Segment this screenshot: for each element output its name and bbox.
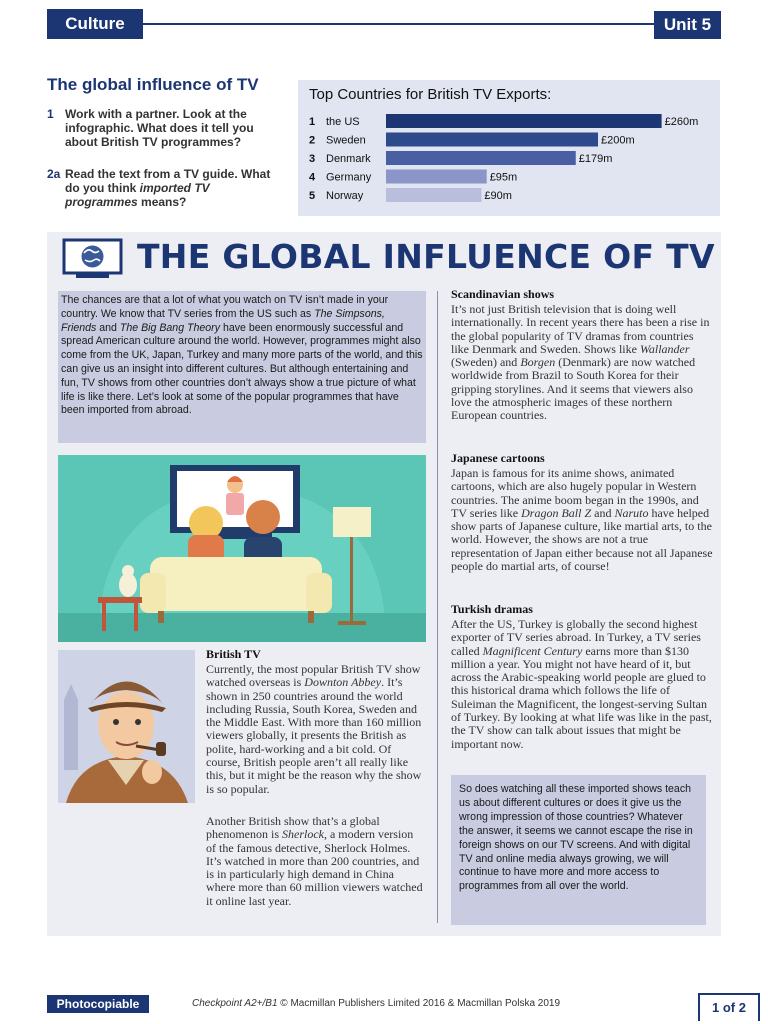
text-run: After the US, Turkey is globally the second highest exporter of TV series abroad. In Turkey, a TV series called	[451, 617, 701, 658]
text-run: and	[591, 505, 615, 520]
text-run: Another British show that’s a global phenomenon is	[206, 814, 380, 842]
bar-value-label: £200m	[601, 134, 635, 147]
unit-tab: Unit 5	[654, 11, 721, 39]
question-text: Work with a partner. Look at the infographic. What does it tell you about British TV programmes?	[65, 107, 254, 149]
section-title: The global influence of TV	[47, 75, 259, 94]
text-run: and	[96, 321, 120, 334]
conclusion-box	[451, 775, 706, 925]
text-run: It’s not just British television that is doing well internationally. In recent years there has been a rise in the global popularity of TV dramas from countries like Denmark and Sweden. Shows like	[451, 302, 710, 356]
conclusion-text: So does watching all these imported shows teach us about different cultures or does it give us the wrong impression of those countries? Whatever the answer, it seems we cannot escape the rise in foreign shows on our TV screens. And with digital TV and online media always growing, we will continue to have more and more access to programmes from all over the world.	[459, 783, 693, 893]
intro-text	[58, 291, 426, 421]
bar-category-label: Sweden	[326, 134, 366, 147]
chart-title: Top Countries for British TV Exports:	[309, 86, 552, 103]
copyright-notice	[192, 998, 560, 1009]
scandinavian-paragraph	[451, 303, 713, 423]
book-title: Checkpoint A2+/B1	[192, 998, 278, 1009]
bar	[386, 133, 598, 147]
bar-chart	[298, 108, 720, 213]
bar-rank-label: 5	[309, 190, 316, 202]
italic-title: Downton Abbey	[304, 675, 382, 690]
japanese-heading: Japanese cartoons	[451, 451, 545, 465]
text-run: earns more than $130 million a year. You might not have heard of it, but across the Arabic-speaking world people are glued to this historical drama which follows the life of Suleiman the Magnificent, the longest-serving Sultan of Turkey. By looking at what life was like in the past, the TV show can talk about issues that might be important now.	[451, 643, 712, 751]
bar	[386, 114, 662, 128]
copyright-text: © Macmillan Publishers Limited 2016 & Macmillan Polska 2019	[277, 998, 561, 1009]
italic-title: Wallander	[639, 341, 690, 356]
italic-title: Naruto	[614, 505, 649, 520]
scandinavian-heading: Scandinavian shows	[451, 287, 555, 301]
italic-title: The Simpsons, Friends	[61, 307, 385, 334]
text-run: have been enormously successful and spread American culture around the world. However, programmes might also come from the UK, Japan, Turkey and many more parts of the world, and this can give us an insight into different cultures. But although entertaining and fun, TV shows from other countries don’t always show a true picture of what life is like there. Let’s look at some of the popular programmes that have been imported from abroad.	[61, 321, 423, 417]
italic-title: Dragon Ball Z	[521, 505, 592, 520]
turkish-heading: Turkish dramas	[451, 602, 533, 616]
italic-title: Sherlock	[282, 827, 324, 842]
question-text-part: Read the text from a TV guide. What do you think	[65, 167, 271, 195]
british-tv-paragraph-2	[206, 815, 424, 908]
page-number: 1 of 2	[698, 993, 760, 1021]
question-1	[47, 107, 287, 157]
text-run: Japan is famous for its anime shows, animated cartoons, which are also hugely popular in Western countries. The anime boom began in the 1990s, and TV series like	[451, 466, 699, 520]
bar-category-label: Denmark	[326, 153, 371, 165]
intro-box	[58, 291, 426, 443]
bar-value-label: £260m	[664, 116, 699, 128]
bar-category-label: Norway	[326, 190, 364, 202]
text-run: (Sweden) and	[451, 355, 521, 370]
question-number: 1	[47, 107, 54, 121]
text-run: The chances are that a lot of what you watch on TV isn’t made in your country. We know that TV series from the US such as	[61, 294, 389, 320]
sherlock-illustration	[58, 650, 195, 803]
bar	[386, 151, 576, 165]
exports-infographic	[298, 80, 720, 216]
bar-category-label: Germany	[326, 171, 372, 184]
tv-globe-icon	[62, 238, 124, 282]
bar-rank-label: 4	[309, 171, 316, 184]
bar-rank-label: 1	[309, 116, 316, 128]
british-tv-heading: British TV	[206, 647, 261, 661]
italic-title: Magnificent Century	[482, 643, 583, 658]
bar	[386, 188, 481, 202]
bar-rank-label: 3	[309, 153, 316, 165]
italic-title: The Big Bang Theory	[119, 321, 220, 334]
question-text-part: means?	[137, 195, 187, 209]
bar-value-label: £95m	[489, 171, 518, 184]
living-room-illustration	[58, 455, 426, 642]
text-run: . It’s shown in 250 countries around the world including Russia, South Korea, Sweden and the Middle East. With more than 160 million viewers globally, it presents the British as polite, hard-working and a bit cold. Of course, British people aren’t all really like this, but it might be the reason why the show is so popular.	[206, 675, 422, 796]
bar-value-label: £90m	[484, 190, 512, 202]
column-divider	[437, 291, 438, 923]
british-tv-paragraph-1	[206, 663, 424, 796]
text-run: , a modern version of the famous detective, Sherlock Holmes. It’s watched in more than 200 countries, and is in particularly high demand in China where more than 60 million viewers watched it online last year.	[206, 827, 423, 908]
bar-rank-label: 2	[309, 134, 316, 147]
question-2a	[47, 167, 287, 217]
article-title: THE GLOBAL INFLUENCE OF TV	[137, 237, 715, 276]
text-run: have helped show parts of Japanese culture, like martial arts, to the world. However, the shows are not a true representation of Japan either because not all Japanese people do martial arts, of course!	[451, 505, 713, 574]
japanese-paragraph	[451, 467, 713, 573]
turkish-paragraph	[451, 618, 713, 751]
text-run: (Denmark) are now watched worldwide from Brazil to South Korea for their gripping storylines. And it seems that viewers also love the atmospheric images of these northern European countries.	[451, 355, 696, 423]
bar-category-label: the US	[326, 116, 360, 128]
bar	[386, 170, 487, 184]
bar-value-label: £179m	[578, 153, 613, 165]
text-run: Currently, the most popular British TV show watched overseas is	[206, 662, 421, 690]
culture-tab: Culture	[47, 9, 143, 39]
photocopiable-label: Photocopiable	[47, 995, 149, 1013]
question-text	[65, 167, 280, 209]
question-number: 2a	[47, 167, 61, 181]
header-rule	[47, 23, 721, 25]
italic-title: Borgen	[520, 355, 556, 370]
question-text-emphasis: imported TV programmes	[65, 181, 210, 209]
